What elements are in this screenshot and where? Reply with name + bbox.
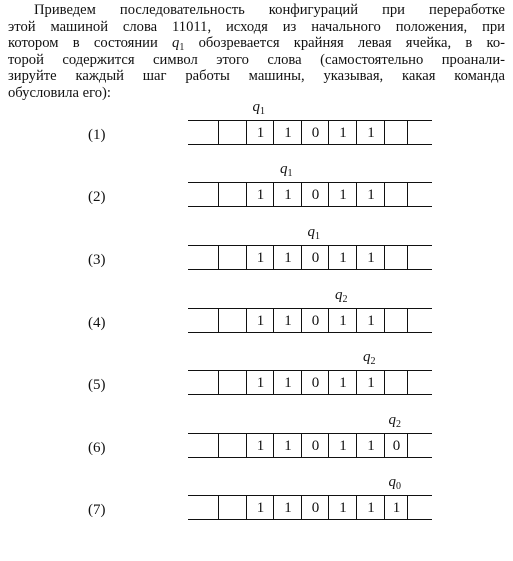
configuration-6 bbox=[0, 412, 513, 476]
tape-cell bbox=[384, 308, 408, 332]
configuration-4 bbox=[0, 287, 513, 351]
configuration-label: (6) bbox=[88, 440, 106, 456]
tape bbox=[188, 433, 432, 460]
intro-line-6: обусловила его): bbox=[8, 84, 111, 101]
tape-cell bbox=[188, 245, 218, 269]
tape-bottom-edge bbox=[188, 144, 432, 145]
tape-cell bbox=[407, 308, 433, 332]
tape-cell: 1 bbox=[273, 495, 302, 519]
tape-cell: 0 bbox=[301, 495, 329, 519]
tape-cell: 1 bbox=[328, 495, 357, 519]
tape-cell bbox=[407, 245, 433, 269]
head-state-index: 2 bbox=[370, 356, 376, 367]
head-state-letter: q bbox=[307, 224, 315, 240]
head-state-letter: q bbox=[252, 99, 260, 115]
intro-line-3a: котором в состоянии bbox=[8, 35, 173, 52]
tape-cell: 0 bbox=[301, 120, 329, 144]
tape bbox=[188, 245, 432, 272]
tape-cell: 1 bbox=[246, 308, 274, 332]
head-state-letter: q bbox=[335, 287, 343, 303]
head-state bbox=[389, 474, 402, 491]
configuration-label: (3) bbox=[88, 252, 106, 268]
tape-cell: 0 bbox=[384, 433, 408, 457]
intro-paragraph bbox=[8, 2, 505, 102]
head-state-letter: q bbox=[280, 161, 288, 177]
head-state-letter: q bbox=[363, 349, 371, 365]
tape-cell: 1 bbox=[356, 370, 385, 394]
tape-cell bbox=[218, 370, 247, 394]
intro-line-5: зируйте каждый шаг работы машины, указывая, какая команда bbox=[8, 68, 505, 85]
tape-cell: 0 bbox=[301, 433, 329, 457]
tape-bottom-edge bbox=[188, 269, 432, 270]
tape bbox=[188, 495, 432, 522]
tape-bottom-edge bbox=[188, 457, 432, 458]
configuration-5 bbox=[0, 349, 513, 413]
tape-cell bbox=[188, 120, 218, 144]
intro-state-letter: q bbox=[172, 35, 180, 52]
configuration-1 bbox=[0, 99, 513, 163]
intro-line-2: этой машиной слова 11011, исходя из начального положения, при bbox=[8, 18, 505, 35]
head-state-index: 1 bbox=[260, 106, 265, 117]
tape-cell: 1 bbox=[328, 433, 357, 457]
tape bbox=[188, 308, 432, 335]
tape-cell: 1 bbox=[356, 182, 385, 206]
tape-cell: 0 bbox=[301, 182, 329, 206]
configuration-label: (2) bbox=[88, 189, 106, 205]
tape-cell bbox=[188, 370, 218, 394]
head-state bbox=[363, 349, 376, 366]
head-state-letter: q bbox=[388, 474, 396, 490]
intro-state-index: 1 bbox=[179, 42, 185, 54]
tape-cell: 1 bbox=[356, 308, 385, 332]
configuration-2 bbox=[0, 161, 513, 225]
tape-cell: 1 bbox=[356, 433, 385, 457]
tape-cell: 1 bbox=[328, 245, 357, 269]
tape-cell bbox=[407, 120, 433, 144]
tape-cell bbox=[384, 120, 408, 144]
tape-cell: 1 bbox=[246, 370, 274, 394]
tape-cell bbox=[188, 433, 218, 457]
tape bbox=[188, 120, 432, 147]
head-state-index: 2 bbox=[342, 294, 348, 305]
tape bbox=[188, 370, 432, 397]
tape-cell bbox=[384, 370, 408, 394]
tape-cell: 0 bbox=[301, 370, 329, 394]
tape-cell bbox=[407, 495, 433, 519]
tape-cell: 1 bbox=[273, 370, 302, 394]
configuration-3 bbox=[0, 224, 513, 288]
tape-bottom-edge bbox=[188, 332, 432, 333]
tape-cell bbox=[218, 495, 247, 519]
tape-cell bbox=[188, 182, 218, 206]
tape-cell: 1 bbox=[356, 495, 385, 519]
tape-cell: 1 bbox=[246, 182, 274, 206]
intro-line-3 bbox=[8, 35, 505, 52]
head-state-letter: q bbox=[388, 412, 396, 428]
tape-cell: 1 bbox=[356, 120, 385, 144]
tape-cell bbox=[407, 182, 433, 206]
tape-cell: 1 bbox=[246, 495, 274, 519]
head-state bbox=[253, 99, 266, 116]
configuration-7 bbox=[0, 474, 513, 538]
tape-bottom-edge bbox=[188, 519, 432, 520]
tape-cell: 1 bbox=[273, 245, 302, 269]
tape-cell bbox=[218, 120, 247, 144]
head-state-index: 2 bbox=[396, 419, 401, 430]
tape-cell: 1 bbox=[273, 182, 302, 206]
intro-line-1: Приведем последовательность конфигураций при переработке bbox=[34, 2, 505, 18]
tape-cell: 1 bbox=[273, 433, 302, 457]
tape-cell bbox=[407, 433, 433, 457]
tape-cell bbox=[218, 308, 247, 332]
tape-cell: 0 bbox=[301, 308, 329, 332]
configuration-label: (7) bbox=[88, 502, 106, 518]
configuration-label: (1) bbox=[88, 127, 106, 143]
tape-cell: 1 bbox=[273, 120, 302, 144]
tape-cell bbox=[188, 308, 218, 332]
tape-cell bbox=[218, 182, 247, 206]
configuration-label: (4) bbox=[88, 315, 106, 331]
tape-cell: 1 bbox=[246, 120, 274, 144]
tape-cell: 0 bbox=[301, 245, 329, 269]
tape-cell: 1 bbox=[328, 182, 357, 206]
head-state-index: 1 bbox=[315, 231, 320, 242]
tape-cell bbox=[384, 182, 408, 206]
tape-cell bbox=[407, 370, 433, 394]
tape-cell: 1 bbox=[273, 308, 302, 332]
configuration-label: (5) bbox=[88, 377, 106, 393]
head-state bbox=[335, 287, 348, 304]
tape-cell: 1 bbox=[328, 370, 357, 394]
intro-line-3b: обозревается крайняя левая ячейка, в ко- bbox=[184, 35, 505, 52]
tape-cell: 1 bbox=[246, 245, 274, 269]
tape-cell bbox=[188, 495, 218, 519]
head-state bbox=[280, 161, 293, 178]
head-state-index: 1 bbox=[287, 168, 293, 179]
tape-cell: 1 bbox=[356, 245, 385, 269]
tape-cell bbox=[218, 245, 247, 269]
head-state bbox=[389, 412, 402, 429]
tape-bottom-edge bbox=[188, 206, 432, 207]
tape-cell bbox=[218, 433, 247, 457]
tape-cell: 1 bbox=[328, 120, 357, 144]
tape-cell: 1 bbox=[328, 308, 357, 332]
tape bbox=[188, 182, 432, 209]
head-state-index: 0 bbox=[396, 481, 401, 492]
tape-cell: 1 bbox=[246, 433, 274, 457]
tape-cell bbox=[384, 245, 408, 269]
tape-bottom-edge bbox=[188, 394, 432, 395]
intro-line-4: торой содержится символ этого слова (самостоятельно проанали- bbox=[8, 51, 505, 68]
head-state bbox=[308, 224, 321, 241]
tape-cell: 1 bbox=[384, 495, 408, 519]
